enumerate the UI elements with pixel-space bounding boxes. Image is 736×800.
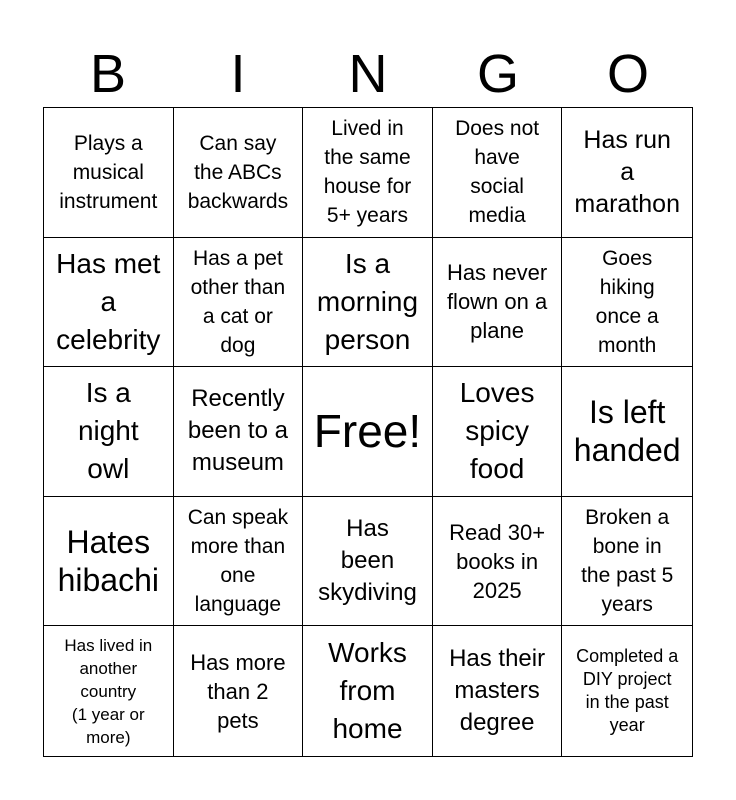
bingo-cell[interactable]: Completed a DIY project in the past year: [576, 646, 679, 736]
bingo-header: [43, 40, 693, 108]
bingo-cell[interactable]: Does not have social media: [433, 108, 563, 238]
bingo-cell[interactable]: Can say the ABCs backwards: [174, 108, 304, 238]
bingo-cell[interactable]: Is a night owl: [44, 367, 174, 497]
bingo-cell[interactable]: Lived in the same house for 5+ years: [303, 108, 433, 238]
bingo-cell[interactable]: Has lived in another country (1 year or more): [44, 626, 174, 756]
bingo-cell[interactable]: Has a pet other than a cat or dog: [174, 238, 304, 368]
header-letter-b: B: [89, 44, 127, 104]
bingo-cell[interactable]: Has their masters degree: [433, 626, 563, 756]
bingo-cell[interactable]: Hates hibachi: [44, 497, 174, 627]
bingo-cell[interactable]: Is a morning person: [303, 238, 433, 368]
bingo-cell[interactable]: Has met a celebrity: [44, 238, 174, 368]
bingo-cell[interactable]: Works from home: [303, 626, 433, 756]
bingo-cell[interactable]: Plays a musical instrument: [44, 108, 174, 238]
bingo-cell[interactable]: Has never flown on a plane: [433, 238, 563, 368]
header-letter-n: N: [348, 44, 388, 104]
bingo-cell[interactable]: Is left handed: [562, 367, 692, 497]
header-letter-o: O: [606, 44, 649, 104]
bingo-cell[interactable]: Goes hiking once a month: [562, 238, 692, 368]
header-letter-i: I: [230, 44, 246, 104]
bingo-cell[interactable]: Has run a marathon: [562, 108, 692, 238]
header-letter-g: G: [476, 44, 519, 104]
bingo-cell[interactable]: Can speak more than one language: [174, 497, 304, 627]
bingo-cell[interactable]: Broken a bone in the past 5 years: [562, 497, 692, 627]
bingo-board: [43, 107, 693, 757]
bingo-cell[interactable]: Read 30+ books in 2025: [433, 497, 563, 627]
bingo-cell[interactable]: Loves spicy food: [433, 367, 563, 497]
bingo-cell[interactable]: Has more than 2 pets: [174, 626, 304, 756]
free-space-cell[interactable]: Free!: [303, 367, 433, 497]
bingo-cell[interactable]: Recently been to a museum: [174, 367, 304, 497]
bingo-cell[interactable]: Has been skydiving: [303, 497, 433, 627]
